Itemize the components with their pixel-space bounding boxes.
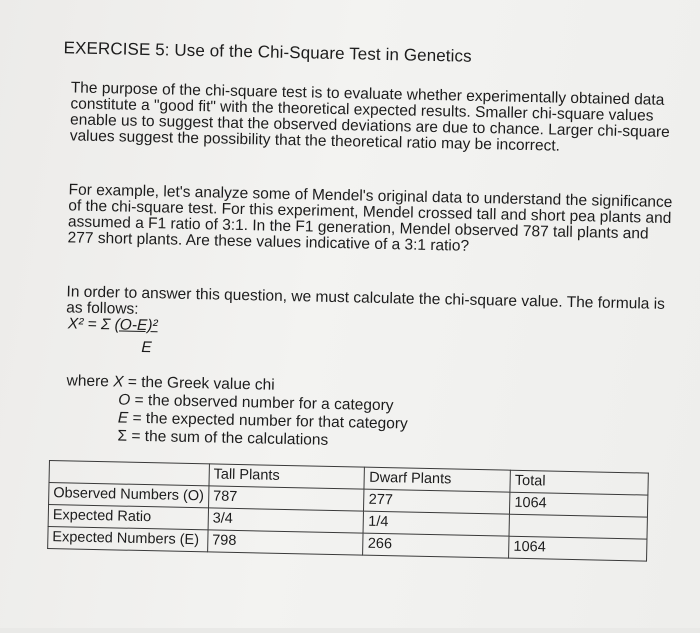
definition-symbol: E bbox=[117, 409, 129, 427]
table-header-cell: Tall Plants bbox=[209, 464, 365, 489]
definition-text: = the Greek value chi bbox=[123, 373, 275, 394]
table-cell: 1064 bbox=[510, 492, 648, 517]
formula-numerator: (O-E)² bbox=[114, 316, 158, 335]
definition-text: = the expected number for that category bbox=[128, 409, 408, 433]
table-header-cell: Dwarf Plants bbox=[364, 467, 510, 492]
table-cell: 3/4 bbox=[208, 508, 364, 533]
table-cell: 798 bbox=[207, 530, 363, 555]
worksheet bbox=[40, 30, 692, 633]
paragraph-question: In order to answer this question, we must calculate the chi-square value. The formula is as follows: bbox=[66, 283, 666, 318]
table-cell: Expected Numbers (E) bbox=[48, 527, 208, 552]
paragraph-example: For example, let's analyze some of Mendel's original data to understand the significance of the chi-square test. For this experiment, Mendel crossed tall and short pea plants and assumed a F1 ratio of 3:1. In the F1 generation, Mendel observed 787 tall plants and 277 short plants. Are these values indicative of a 3:1 ratio? bbox=[67, 181, 673, 255]
formula-denominator: E bbox=[141, 338, 152, 357]
table-cell bbox=[509, 514, 647, 539]
table-header-cell: Total bbox=[510, 470, 648, 495]
chi-square-table bbox=[47, 460, 649, 562]
table-cell: Observed Numbers (O) bbox=[49, 483, 209, 508]
definition-text: = the sum of the calculations bbox=[126, 427, 329, 449]
paragraph-purpose: The purpose of the chi-square test is to evaluate whether experimentally obtained data constitute a "good fit" with the theoretical expected results. Smaller chi-square values enable us to suggest that the observed deviations are due to chance. Larger chi-square values suggest the possibility that the theoretical ratio may be incorrect. bbox=[69, 79, 670, 155]
definitions-lead: where bbox=[66, 372, 110, 391]
table-cell: 1064 bbox=[509, 536, 647, 561]
exercise-title: EXERCISE 5: Use of the Chi-Square Test in Genetics bbox=[63, 38, 472, 66]
definition-symbol: Σ bbox=[117, 427, 128, 445]
definition-symbol: O bbox=[118, 391, 131, 409]
table-cell: 787 bbox=[208, 486, 364, 511]
definition-symbol: X bbox=[112, 373, 124, 391]
table-cell: 266 bbox=[363, 533, 509, 558]
chi-square-formula bbox=[68, 315, 158, 335]
formula-lhs: X² = Σ bbox=[67, 315, 111, 334]
table-cell: 277 bbox=[364, 489, 510, 514]
definition-text: = the observed number for a category bbox=[130, 391, 394, 415]
table-cell: 1/4 bbox=[364, 511, 510, 536]
definitions bbox=[65, 372, 408, 451]
table-cell: Expected Ratio bbox=[48, 505, 208, 530]
